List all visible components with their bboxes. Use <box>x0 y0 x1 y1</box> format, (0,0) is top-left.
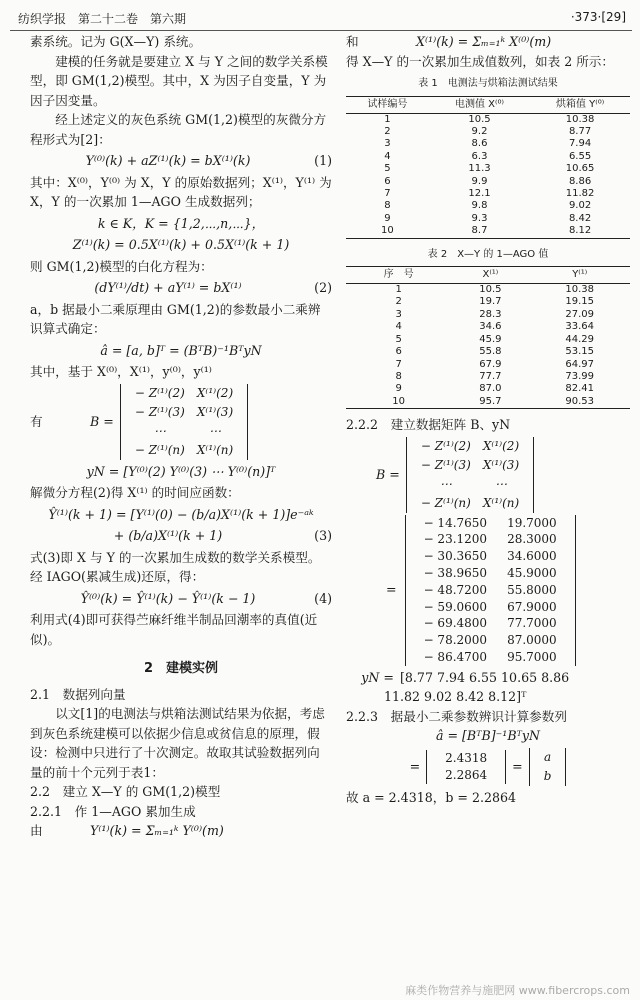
equation-body: + (b/a)X⁽¹⁾(k + 1) <box>113 528 223 543</box>
equation-3a <box>30 505 332 525</box>
table-row <box>346 296 630 308</box>
matrix-table <box>435 750 497 784</box>
paragraph: 其中，基于 X⁽⁰⁾，X⁽¹⁾，y⁽⁰⁾，y⁽¹⁾ <box>30 364 212 379</box>
matrix-cell: − 23.1200 <box>423 532 488 547</box>
matrix-cell: ⋯ <box>495 476 507 491</box>
column-header: 电测值 X⁽⁰⁾ <box>429 96 530 113</box>
paragraph: 素系统。记为 G(X—Y) 系统。 <box>30 34 202 49</box>
table-cell: 95.7 <box>479 395 502 407</box>
equation-number: (2) <box>314 280 332 295</box>
paragraph: 式(3)即 X 与 Y 的一次累加生成数的数学关系模型。 <box>30 549 321 565</box>
table-row <box>346 396 630 409</box>
table-cell: 4 <box>395 321 402 333</box>
matrix-B-symbolic <box>376 437 630 513</box>
table-row <box>346 309 630 321</box>
matrix-row <box>129 384 239 403</box>
header-rule <box>10 30 632 31</box>
subsection-heading: 2.2.1 作 1—AGO 累加生成 <box>30 803 196 819</box>
matrix-cell: − 48.7200 <box>423 582 488 597</box>
equation-body: k ∈ K，K = {1,2,⋯,n,⋯}， <box>97 215 265 231</box>
table-cell: 8.86 <box>568 175 592 187</box>
table-cell: 8.77 <box>568 125 592 137</box>
paragraph: 解微分方程(2)得 X⁽¹⁾ 的时间应函数： <box>30 485 240 500</box>
subsection-heading: 2.2 建立 X—Y 的 GM(1,2)模型 <box>30 784 221 799</box>
matrix-B <box>120 384 248 460</box>
matrix-cell: 45.9000 <box>507 566 557 581</box>
matrix-row <box>414 615 567 632</box>
paragraph: 其中：X⁽⁰⁾，Y⁽⁰⁾ 为 X，Y 的原始数据列；X⁽¹⁾，Y⁽¹⁾ 为 X，Y 的一次累加 1—AGO 生成数据列； <box>30 174 332 209</box>
matrix-cell: 95.7000 <box>507 650 557 664</box>
table-2-caption: 表 2 X—Y 的 1—AGO 值 <box>427 248 549 260</box>
table-cell: 87.0 <box>479 383 502 395</box>
matrix-row <box>415 494 525 513</box>
table-cell: 64.97 <box>565 358 595 370</box>
matrix-cell: X⁽¹⁾(3) <box>196 404 234 419</box>
equation-x1 <box>346 32 630 52</box>
table-cell: 55.8 <box>479 346 502 358</box>
table-row <box>346 334 630 346</box>
equation-body: â = [a, b]ᵀ = (BᵀB)⁻¹BᵀyN <box>100 342 262 358</box>
table-row <box>346 151 630 163</box>
matrix-row <box>415 437 525 456</box>
table-cell: 7 <box>395 358 402 370</box>
matrix-row <box>414 548 567 565</box>
table-cell: 10 <box>392 395 406 407</box>
equation-body: Z⁽¹⁾(k) = 0.5X⁽¹⁾(k) + 0.5X⁽¹⁾(k + 1) <box>72 237 290 252</box>
paragraph: 则 GM(1,2)模型的白化方程为： <box>30 258 213 274</box>
table-cell: 10.5 <box>479 284 502 296</box>
matrix-row <box>129 422 239 441</box>
symbol-vector <box>529 748 567 786</box>
subsection-heading: 2.1 数据列向量 <box>30 686 126 702</box>
matrix-cell: ⋯ <box>153 423 166 438</box>
equation-body: Ŷ⁽¹⁾(k + 1) = [Y⁽¹⁾(0) − (b/a)X⁽¹⁾(k + 1)]e⁻ᵃᵏ <box>48 506 314 522</box>
table-cell: 34.6 <box>479 321 502 333</box>
table-cell: 44.29 <box>565 333 595 345</box>
paragraph: 经上述定义的灰色系统 GM(1,2)模型的灰微分方程形式为[2]： <box>30 112 327 147</box>
table-cell: 9 <box>384 212 391 224</box>
vector-values: [8.77 7.94 6.55 10.65 8.86 <box>400 669 570 685</box>
matrix-cell: − Z⁽¹⁾(n) <box>420 495 471 510</box>
column-header: 序 号 <box>346 267 451 284</box>
equation-number: (1) <box>314 153 332 168</box>
table-cell: 10 <box>381 225 394 237</box>
matrix-cell: ⋯ <box>439 476 452 491</box>
matrix-B <box>406 437 534 513</box>
matrix-table <box>415 437 525 513</box>
vector-yn <box>346 668 630 688</box>
matrix-cell: X⁽¹⁾(n) <box>196 442 234 457</box>
page-header <box>18 8 626 28</box>
matrix-row <box>129 403 239 422</box>
table-row <box>346 138 630 150</box>
table-2 <box>346 266 630 409</box>
matrix-row <box>414 599 567 616</box>
table-cell: 77.7 <box>479 370 502 382</box>
journal-info: 纺织学报 第二十二卷 第六期 <box>18 12 187 26</box>
result-vector <box>426 750 506 784</box>
matrix-cell: 19.7000 <box>507 515 557 530</box>
vector-values-cont: 11.82 9.02 8.42 8.12]ᵀ <box>384 689 527 705</box>
table-cell: 73.99 <box>565 370 595 382</box>
table-cell: 82.41 <box>565 383 595 395</box>
table-row <box>346 371 630 383</box>
table-cell: 9 <box>395 383 402 395</box>
matrix-row <box>414 531 567 548</box>
matrix-cell: − Z⁽¹⁾(2) <box>134 385 185 400</box>
matrix-cell: − 69.4800 <box>423 616 488 631</box>
page-number: ·373·[29] <box>570 10 626 24</box>
matrix-row <box>129 441 239 460</box>
equation-2 <box>30 278 332 298</box>
table-row <box>346 126 630 138</box>
table-cell: 11.3 <box>468 163 491 175</box>
paragraph: a，b 据最小二乘原理由 GM(1,2)的参数最小二乘辨识算式确定： <box>30 301 321 336</box>
table-cell: 5 <box>384 163 391 175</box>
matrix-cell: − 30.3650 <box>423 549 488 564</box>
matrix-cell: X⁽¹⁾(2) <box>482 438 520 453</box>
column-header: 试样编号 <box>346 96 429 113</box>
table-1-caption: 表 1 电测法与烘箱法测试结果 <box>418 78 558 89</box>
section-heading: 2 建模实例 <box>143 661 219 676</box>
matrix-cell: − 59.0600 <box>423 599 488 614</box>
table-cell: 1 <box>395 284 402 296</box>
matrix-row <box>415 475 525 494</box>
matrix-row <box>414 582 567 599</box>
table-row <box>346 284 630 297</box>
column-header: Y⁽¹⁾ <box>529 267 630 284</box>
table-cell: 10.38 <box>565 284 595 296</box>
table-cell: 7 <box>384 187 391 199</box>
matrix-table <box>414 515 567 666</box>
matrix-row <box>415 456 525 475</box>
table-cell: 67.9 <box>479 358 502 370</box>
equation-a-hat: â = [BᵀB]⁻¹BᵀyN <box>435 728 541 744</box>
equation-1 <box>30 151 332 171</box>
table-cell: 5 <box>395 333 402 345</box>
equals-sign: = <box>409 759 421 775</box>
matrix-cell: 34.6000 <box>507 549 557 564</box>
watermark: 麻类作物营养与施肥网 www.fibercrops.com <box>405 984 630 997</box>
table-cell: 8.12 <box>568 225 592 237</box>
table-cell: 10.65 <box>565 163 595 175</box>
subsection-heading: 2.2.3 据最小二乘参数辨识计算参数列 <box>346 708 567 724</box>
table-cell: 90.53 <box>565 395 595 407</box>
table-row <box>346 213 630 225</box>
table-cell: 8.42 <box>568 212 592 224</box>
table-row <box>346 176 630 188</box>
matrix-label: B = <box>376 466 400 482</box>
subsection-heading: 2.2.2 建立数据矩阵 B、yN <box>346 417 511 433</box>
table-row <box>346 321 630 333</box>
table-row <box>346 200 630 212</box>
table-cell: 10.5 <box>468 113 491 125</box>
table-cell: 10.38 <box>565 113 595 125</box>
vector-label: yN = <box>361 669 394 685</box>
result-value: 2.2864 <box>445 767 488 782</box>
matrix-cell: 77.7000 <box>507 616 557 631</box>
equals-sign: = <box>386 582 397 598</box>
table-cell: 9.3 <box>471 212 488 224</box>
label-you: 有 <box>30 413 43 429</box>
equation-4 <box>30 589 332 609</box>
matrix-cell: − 86.4700 <box>423 650 488 664</box>
table-cell: 9.2 <box>471 125 488 137</box>
matrix-cell: − 38.9650 <box>423 566 488 581</box>
table-cell: 6 <box>395 346 402 358</box>
matrix-row <box>414 565 567 582</box>
table-cell: 8.6 <box>471 138 488 150</box>
matrix-cell: − 14.7650 <box>423 515 488 530</box>
matrix-cell: − Z⁽¹⁾(3) <box>420 457 471 472</box>
equation-z <box>30 235 332 255</box>
matrix-cell: − Z⁽¹⁾(2) <box>420 438 471 453</box>
result-value: 2.4318 <box>445 751 488 765</box>
table-row <box>346 113 630 126</box>
parameter-result <box>346 748 630 786</box>
table-cell: 12.1 <box>468 187 491 199</box>
equation-body: X⁽¹⁾(k) = Σₘ₌₁ᵏ X⁽⁰⁾(m) <box>416 34 552 49</box>
paragraph: 以文[1]的电测法与烘箱法测试结果为依据，考虑到灰色系统建模可以依据少信息或贫信息的原理，假设：检测中只进行了十次测定。故取其试验数据列向量的前十个元列于表1： <box>30 706 325 780</box>
table-cell: 8 <box>395 370 402 382</box>
table-row <box>346 225 630 238</box>
table-cell: 28.3 <box>479 308 502 320</box>
equation-body: Y⁽¹⁾(k) = Σₘ₌₁ᵏ Y⁽⁰⁾(m) <box>90 823 224 838</box>
matrix-B-definition <box>30 384 332 460</box>
equation-k <box>30 214 332 234</box>
label-he: 和 <box>346 34 359 49</box>
right-column <box>346 32 630 807</box>
table-cell: 3 <box>384 138 391 150</box>
equals-sign: = <box>512 759 523 775</box>
table-cell: 33.64 <box>565 321 595 333</box>
table-cell: 8.7 <box>471 225 488 237</box>
matrix-cell: ⋯ <box>209 423 221 438</box>
paragraph: 利用式(4)即可获得苎麻纤维半制品回潮率的真值(近似)。 <box>30 612 318 647</box>
matrix-cell: 87.0000 <box>507 633 557 648</box>
matrix-table <box>538 748 558 786</box>
equation-number: (3) <box>314 528 332 543</box>
table-row <box>346 359 630 371</box>
column-header: X⁽¹⁾ <box>451 267 529 284</box>
matrix-cell: 55.8000 <box>507 582 557 597</box>
table-row <box>346 346 630 358</box>
matrix-B-numeric <box>386 515 630 666</box>
equation-number: (4) <box>314 590 332 606</box>
matrix-cell: X⁽¹⁾(2) <box>196 385 234 400</box>
equation-3b <box>30 526 332 546</box>
table-cell: 11.82 <box>565 187 595 199</box>
equation-y1 <box>30 821 332 841</box>
table-row <box>346 383 630 395</box>
equation-body: (dY⁽¹⁾/dt) + aY⁽¹⁾ = bX⁽¹⁾ <box>94 280 242 295</box>
matrix-row <box>414 515 567 532</box>
table-cell: 9.8 <box>471 200 488 212</box>
equation-a-hat <box>30 341 332 361</box>
table-cell: 3 <box>395 308 402 320</box>
table-1 <box>346 96 630 239</box>
table-cell: 53.15 <box>565 346 595 358</box>
equation-yn <box>30 462 332 482</box>
table-cell: 2 <box>384 125 391 137</box>
equation-body: Y⁽⁰⁾(k) + aZ⁽¹⁾(k) = bX⁽¹⁾(k) <box>85 153 251 168</box>
paragraph: 得 X—Y 的一次累加生成值数列，如表 2 所示： <box>346 53 614 69</box>
matrix-cell: X⁽¹⁾(n) <box>482 495 520 510</box>
table-cell: 1 <box>384 113 391 125</box>
table-cell: 45.9 <box>479 333 502 345</box>
table-cell: 4 <box>384 150 391 162</box>
table-cell: 9.9 <box>471 175 488 187</box>
table-row <box>346 163 630 175</box>
matrix-row <box>414 632 567 649</box>
table-cell: 27.09 <box>565 308 595 320</box>
equation-body: Ŷ⁽⁰⁾(k) = Ŷ⁽¹⁾(k) − Ŷ⁽¹⁾(k − 1) <box>80 590 256 606</box>
matrix-B-values <box>405 515 576 666</box>
table-cell: 19.15 <box>565 296 595 308</box>
table-cell: 8 <box>384 200 391 212</box>
equation-body: yN = [Y⁽⁰⁾(2) Y⁽⁰⁾(3) ⋯ Y⁽⁰⁾(n)]ᵀ <box>86 463 276 479</box>
matrix-cell: 67.9000 <box>507 599 557 614</box>
paragraph: 经 IAGO(累减生成)还原，得： <box>30 569 205 584</box>
column-header: 烘箱值 Y⁽⁰⁾ <box>530 96 630 113</box>
symbol: a <box>543 749 552 764</box>
table-cell: 6 <box>384 175 391 187</box>
left-column <box>30 32 332 841</box>
matrix-table <box>129 384 239 460</box>
matrix-label: B = <box>90 413 114 429</box>
matrix-cell: − Z⁽¹⁾(n) <box>134 442 185 457</box>
paragraph: 故 a = 2.4318，b = 2.2864 <box>346 789 517 805</box>
matrix-cell: X⁽¹⁾(3) <box>482 457 520 472</box>
matrix-cell: − Z⁽¹⁾(3) <box>134 404 185 419</box>
table-cell: 6.55 <box>568 150 592 162</box>
paragraph: 建模的任务就是要建立 X 与 Y 之间的数学关系模型，即 GM(1,2)模型。其中，X 为因子自变量，Y 为因子因变量。 <box>30 53 328 108</box>
table-cell: 9.02 <box>568 200 592 212</box>
table-cell: 6.3 <box>471 150 488 162</box>
label-you: 由 <box>30 823 43 838</box>
table-row <box>346 188 630 200</box>
matrix-cell: − 78.2000 <box>423 633 488 648</box>
table-cell: 7.94 <box>568 138 592 150</box>
matrix-row <box>414 649 567 666</box>
table-cell: 19.7 <box>479 296 502 308</box>
matrix-cell: 28.3000 <box>507 532 557 547</box>
table-cell: 2 <box>395 296 402 308</box>
symbol: b <box>543 768 552 783</box>
